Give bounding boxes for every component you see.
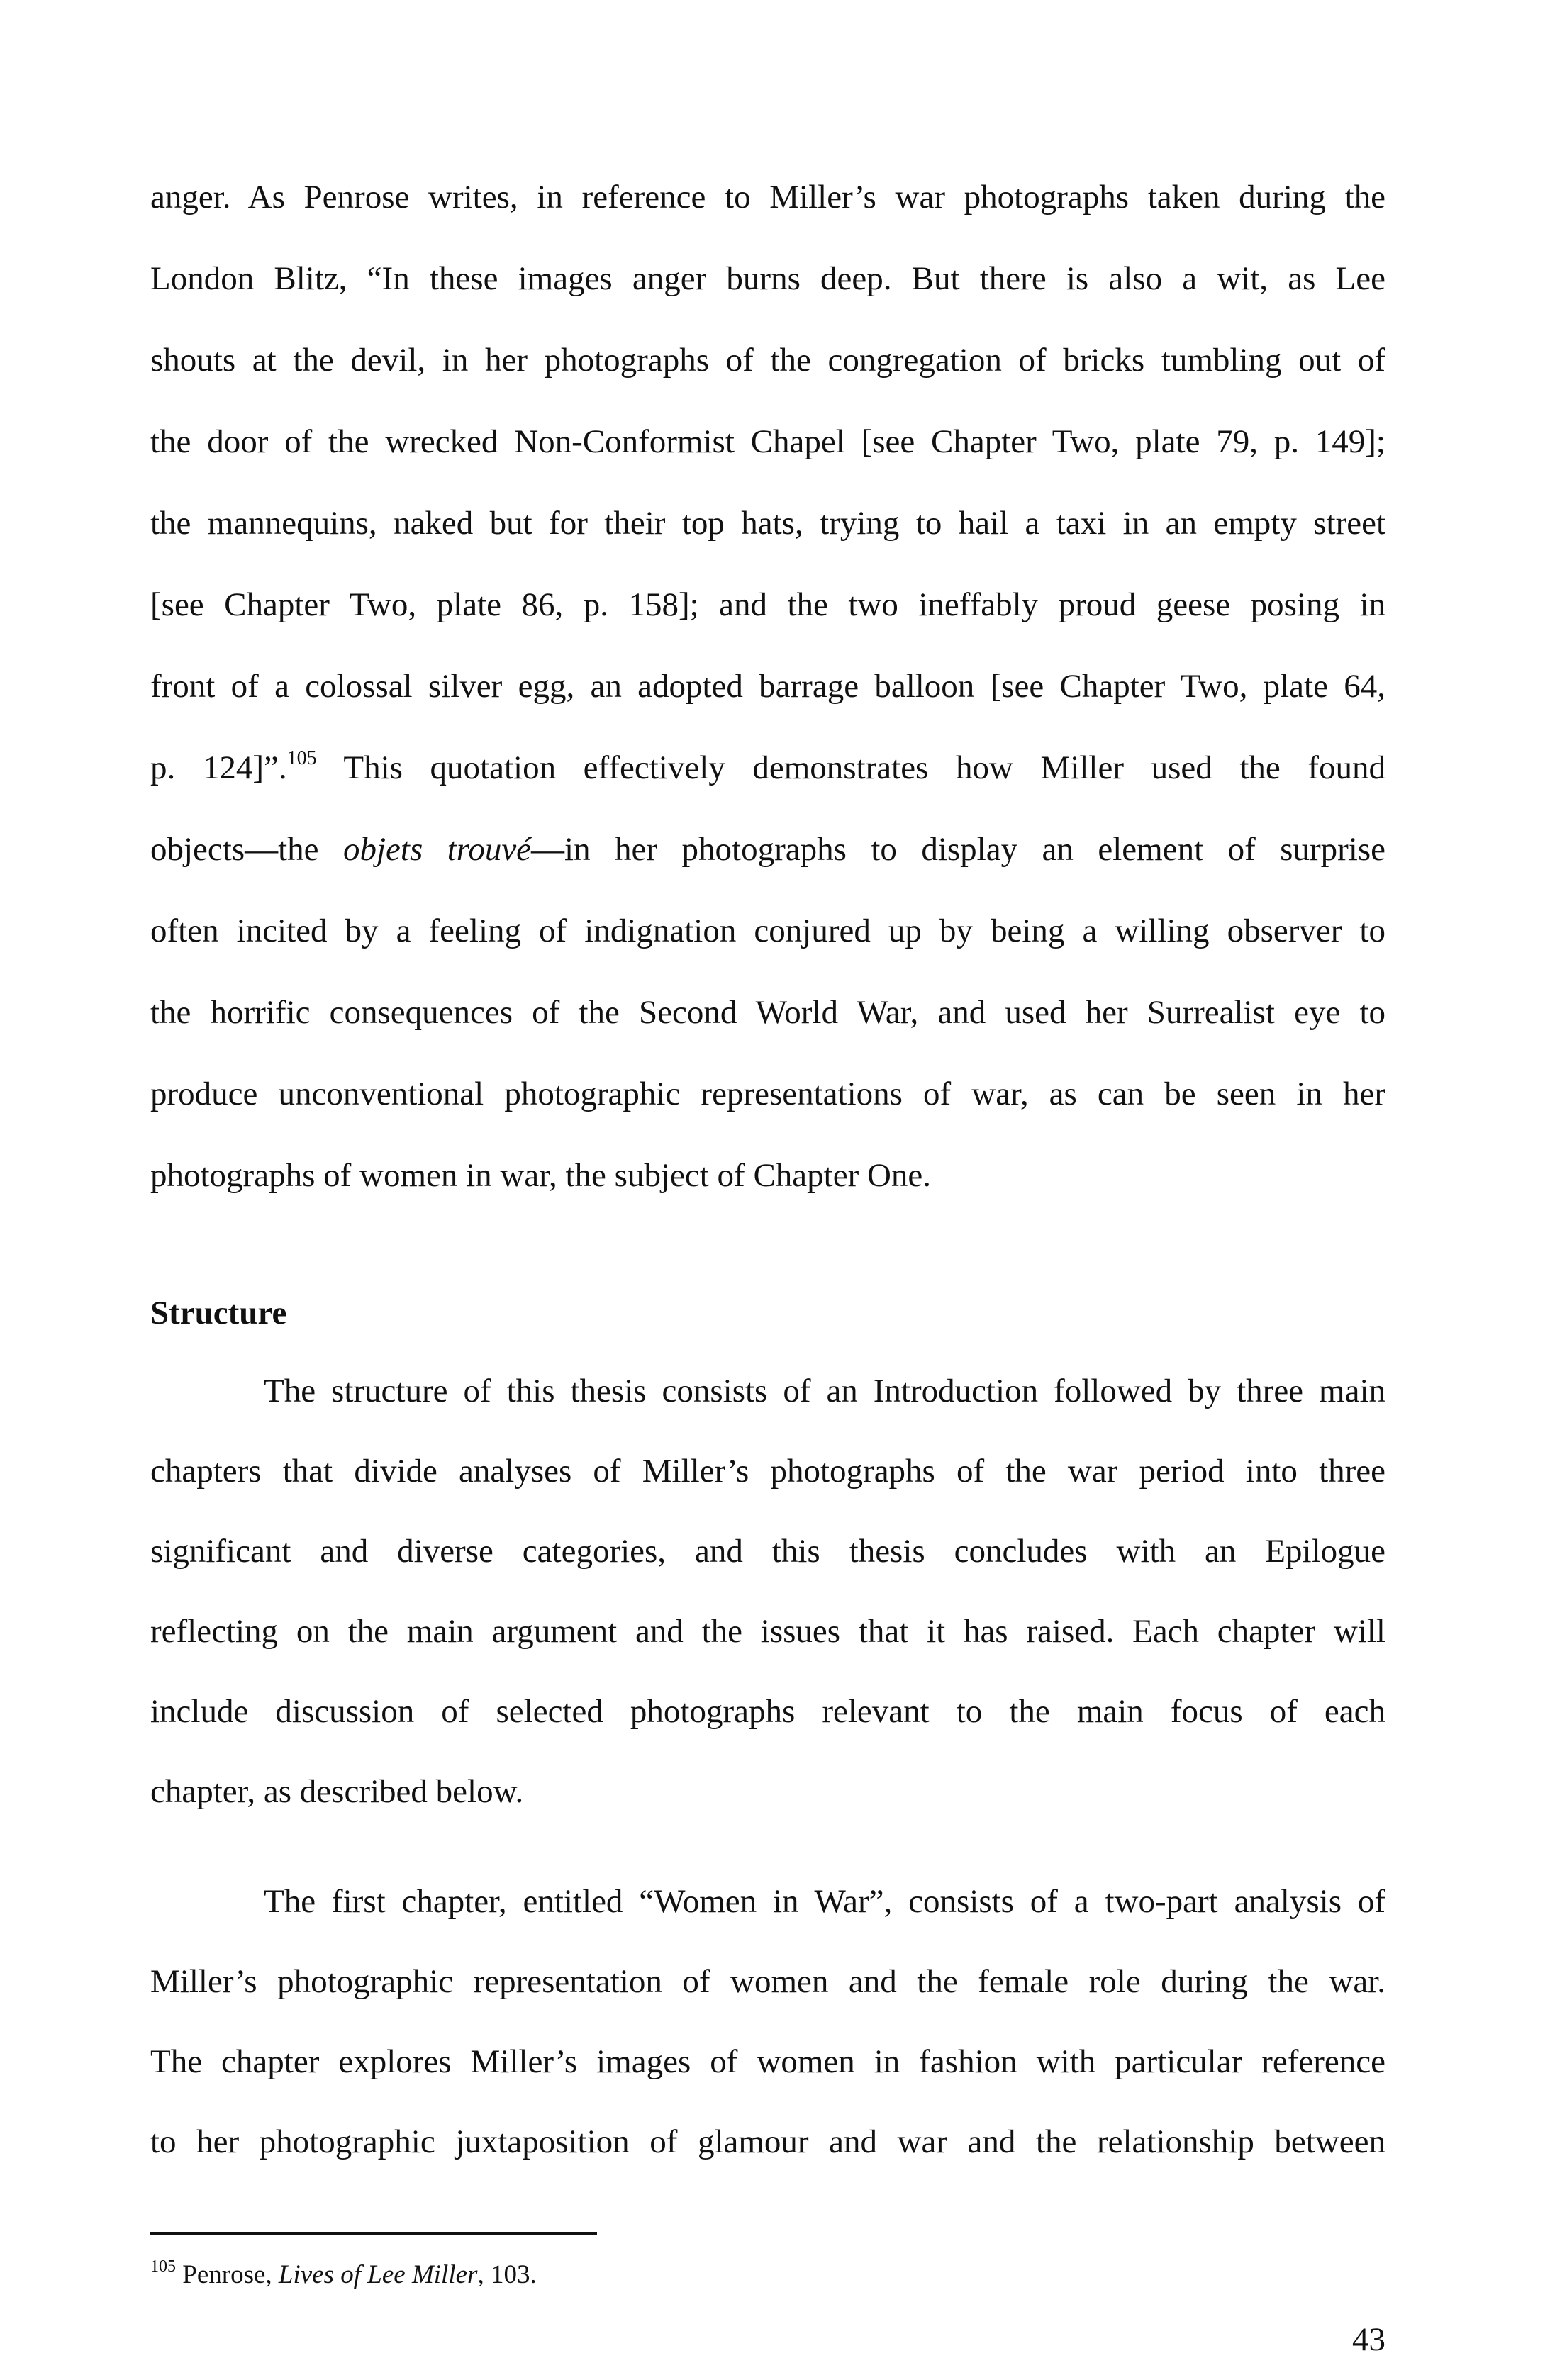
body-text-line: include discussion of selected photographs relevant to the main focus of each [150,1693,1385,1730]
body-text-line [150,747,1385,789]
body-text-line: shouts at the devil, in her photographs of the congregation of bricks tumbling out of [150,342,1385,379]
footnote-divider [150,2232,597,2235]
italic-term: objets trouvé [343,831,532,868]
footnote-number: 105 [150,2257,176,2276]
page-number: 43 [1352,2321,1385,2358]
body-text-line: often incited by a feeling of indignation conjured up by being a willing observer to [150,912,1385,949]
body-text-line: produce unconventional photographic representations of war, as can be seen in her [150,1076,1385,1112]
body-text-line: The first chapter, entitled “Women in War”, consists of a two-part analysis of [264,1883,1385,1920]
footnote-reference[interactable]: 105 [286,747,317,769]
body-text-line: photographs of women in war, the subject of Chapter One. [150,1157,932,1194]
section-heading: Structure [150,1295,287,1331]
body-text-line: the mannequins, naked but for their top hats, trying to hail a taxi in an empty street [150,505,1385,542]
body-text-line: chapters that divide analyses of Miller’s photographs of the war period into three [150,1453,1385,1490]
body-text-line: the door of the wrecked Non-Conformist Chapel [see Chapter Two, plate 79, p. 149]; [150,423,1385,460]
body-text-line: London Blitz, “In these images anger burns deep. But there is also a wit, as Lee [150,260,1385,297]
footnote [150,2258,537,2292]
body-text-line: chapter, as described below. [150,1773,524,1810]
body-text-line: the horrific consequences of the Second World War, and used her Surrealist eye to [150,994,1385,1031]
body-text-line: Miller’s photographic representation of women and the female role during the war. [150,1963,1385,2000]
body-text-line: The structure of this thesis consists of an Introduction followed by three main [264,1373,1385,1409]
body-text-line: significant and diverse categories, and this thesis concludes with an Epilogue [150,1533,1385,1570]
text-run: —in her photographs to display an element of surprise [531,831,1385,868]
body-text-line: reflecting on the main argument and the issues that it has raised. Each chapter will [150,1613,1385,1650]
text-run: p. 124]”. [150,749,287,786]
body-text-line: anger. As Penrose writes, in reference to Miller’s war photographs taken during the [150,179,1385,216]
footnote-title: Lives of Lee Miller [278,2260,478,2289]
text-run: objects—the [150,831,343,868]
body-text-line: [see Chapter Two, plate 86, p. 158]; and the two ineffably proud geese posing in [150,586,1385,623]
footnote-author: Penrose, [182,2260,279,2289]
text-run: This quotation effectively demonstrates how Miller used the found [316,749,1385,786]
body-text-line: to her photographic juxtaposition of glamour and war and the relationship between [150,2123,1385,2160]
footnote-page: , 103. [477,2260,537,2289]
body-text-line: front of a colossal silver egg, an adopted barrage balloon [see Chapter Two, plate 64, [150,668,1385,705]
body-text-line: The chapter explores Miller’s images of women in fashion with particular reference [150,2043,1385,2080]
body-text-line [150,828,1385,871]
